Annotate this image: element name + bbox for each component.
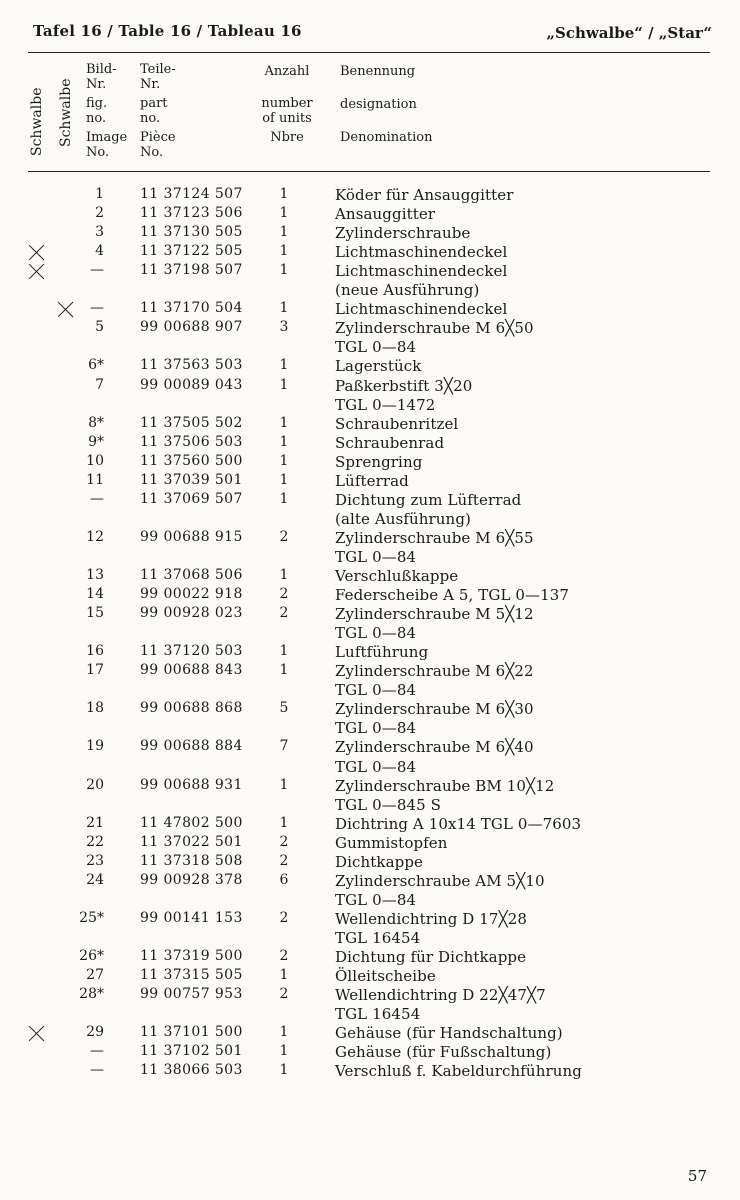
part-line: part xyxy=(140,96,168,111)
part-number: 99 00688 868 xyxy=(140,700,243,717)
designation: Schraubenrad xyxy=(335,433,445,452)
designation: TGL 0—84 xyxy=(335,890,417,909)
designation: (neue Ausführung) xyxy=(335,281,480,300)
name-line: designation xyxy=(340,97,417,112)
part-number: 99 00022 918 xyxy=(140,586,243,603)
part-line: Pièce xyxy=(140,130,176,145)
designation: Zylinderschraube M 6╳55 xyxy=(335,528,534,547)
quantity: 1 xyxy=(279,414,289,431)
applicability-cross-icon xyxy=(29,263,45,279)
part-number: 11 37319 500 xyxy=(140,948,243,964)
table-row xyxy=(0,700,740,719)
quantity: 1 xyxy=(279,300,289,317)
header-title: Tafel 16 / Table 16 / Tableau 16 xyxy=(33,22,302,40)
figure-number: 16 xyxy=(86,643,104,660)
table-row xyxy=(0,243,740,262)
quantity: 7 xyxy=(279,738,289,755)
figure-number: 29 xyxy=(86,1024,104,1041)
table-row xyxy=(0,796,740,815)
figure-number: 7 xyxy=(95,376,104,393)
name-line: Denomination xyxy=(340,130,433,145)
part-number: 99 00688 907 xyxy=(140,319,243,336)
designation: TGL 0—84 xyxy=(335,719,417,738)
figure-number: 10 xyxy=(86,452,104,469)
part-number: 99 00928 378 xyxy=(140,871,243,888)
designation: Köder für Ansauggitter xyxy=(335,186,514,204)
figure-number: 21 xyxy=(86,814,104,831)
designation: Ölleitscheibe xyxy=(335,967,436,986)
figure-number: 22 xyxy=(86,833,104,850)
table-row xyxy=(0,205,740,224)
quantity: 6 xyxy=(279,871,289,888)
designation: Zylinderschraube M 6╳50 xyxy=(335,319,534,338)
quantity: 1 xyxy=(279,1062,289,1079)
column-header-designation xyxy=(340,64,433,145)
part-number: 11 37315 505 xyxy=(140,967,243,984)
table-row xyxy=(0,758,740,777)
table-row xyxy=(0,643,740,662)
part-line: no. xyxy=(140,111,161,126)
quantity: 1 xyxy=(279,471,289,488)
table-row xyxy=(0,281,740,300)
figure-number: 11 xyxy=(86,471,104,488)
quantity: 1 xyxy=(279,376,289,393)
table-row xyxy=(0,815,740,834)
table-row xyxy=(0,891,740,910)
part-number: 11 37505 502 xyxy=(140,414,243,431)
part-number: 99 00688 843 xyxy=(140,662,243,679)
fig-line: Nr. xyxy=(86,77,107,92)
quantity: 1 xyxy=(279,567,289,583)
designation: TGL 0—84 xyxy=(335,624,417,643)
quantity: 2 xyxy=(279,605,289,622)
table-row xyxy=(0,586,740,605)
part-number: 11 37068 506 xyxy=(140,567,243,583)
designation: Gehäuse (für Fußschaltung) xyxy=(335,1043,552,1062)
table-row xyxy=(0,872,740,891)
figure-number: 18 xyxy=(86,700,104,717)
figure-number: — xyxy=(90,1062,104,1079)
designation: Lichtmaschinendeckel xyxy=(335,300,508,319)
designation: Verschluß f. Kabeldurchführung xyxy=(335,1062,582,1081)
table-row xyxy=(0,681,740,700)
designation: Zylinderschraube M 6╳30 xyxy=(335,700,534,719)
designation: TGL 0—1472 xyxy=(335,395,436,414)
table-row xyxy=(0,529,740,548)
quantity: 1 xyxy=(279,814,289,831)
designation: Luftführung xyxy=(335,643,429,662)
table-row xyxy=(0,777,740,796)
designation: TGL 16454 xyxy=(335,928,421,947)
quantity: 2 xyxy=(279,852,289,869)
part-number: 11 37039 501 xyxy=(140,471,243,488)
part-number: 11 38066 503 xyxy=(140,1062,243,1079)
figure-number: — xyxy=(90,300,104,317)
quantity: 2 xyxy=(279,909,289,926)
designation: TGL 0—84 xyxy=(335,547,417,566)
table-row xyxy=(0,662,740,681)
designation: Lichtmaschinendeckel xyxy=(335,262,508,281)
part-number: 11 37170 504 xyxy=(140,300,243,317)
quantity: 1 xyxy=(279,452,289,469)
part-number: 99 00928 023 xyxy=(140,605,243,622)
designation: Dichtkappe xyxy=(335,852,424,871)
table-row xyxy=(0,967,740,986)
table-row xyxy=(0,415,740,434)
figure-number: 20 xyxy=(86,776,104,793)
part-number: 11 37563 503 xyxy=(140,357,243,374)
figure-number: — xyxy=(90,262,104,279)
designation: Zylinderschraube M 5╳12 xyxy=(335,605,534,624)
quantity: 1 xyxy=(279,967,289,984)
designation: TGL 16454 xyxy=(335,1005,421,1024)
top-rule xyxy=(28,52,710,53)
designation: Zylinderschraube AM 5╳10 xyxy=(335,871,545,890)
figure-number: 26* xyxy=(79,948,104,964)
table-row xyxy=(0,1062,740,1081)
figure-number: 25* xyxy=(79,909,104,926)
figure-number: 12 xyxy=(86,528,104,545)
part-number: 11 37069 507 xyxy=(140,490,243,507)
quantity: 1 xyxy=(279,490,289,507)
part-number: 11 37102 501 xyxy=(140,1043,243,1060)
part-number: 11 37022 501 xyxy=(140,833,243,850)
part-number: 11 37122 505 xyxy=(140,243,243,260)
qty-line: Nbre xyxy=(270,130,304,145)
quantity: 1 xyxy=(279,1024,289,1041)
designation: TGL 0—84 xyxy=(335,681,417,700)
designation: Zylinderschraube xyxy=(335,224,471,243)
page-number: 57 xyxy=(687,1167,707,1185)
designation: (alte Ausführung) xyxy=(335,509,471,528)
table-row xyxy=(0,357,740,376)
figure-number: 4 xyxy=(95,243,104,260)
table-row xyxy=(0,453,740,472)
figure-number: 3 xyxy=(95,224,104,241)
part-number: 11 37318 508 xyxy=(140,852,243,869)
name-line: Benennung xyxy=(340,64,416,79)
table-row xyxy=(0,605,740,624)
figure-number: 27 xyxy=(86,967,104,984)
designation: Federscheibe A 5, TGL 0—137 xyxy=(335,586,570,605)
quantity: 1 xyxy=(279,224,289,241)
table-row xyxy=(0,948,740,967)
part-number: 99 00688 884 xyxy=(140,738,243,755)
designation: Sprengring xyxy=(335,452,423,471)
part-number: 11 37506 503 xyxy=(140,433,243,450)
part-number: 99 00757 953 xyxy=(140,986,243,1003)
table-row xyxy=(0,1043,740,1062)
fig-line: no. xyxy=(86,111,107,126)
qty-line: of units xyxy=(262,111,312,126)
fig-line: No. xyxy=(86,145,110,160)
figure-number: 28* xyxy=(79,986,104,1003)
column-header-fig xyxy=(86,62,127,160)
column-header-quantity xyxy=(257,64,317,145)
designation: TGL 0—845 S xyxy=(335,795,442,814)
fig-line: Image xyxy=(86,130,128,145)
designation: Gummistopfen xyxy=(335,833,448,852)
designation: Dichtung für Dichtkappe xyxy=(335,948,527,966)
figure-number: 24 xyxy=(86,871,104,888)
figure-number: 13 xyxy=(86,567,104,583)
figure-number: 15 xyxy=(86,605,104,622)
qty-line: number xyxy=(261,96,313,111)
figure-number: — xyxy=(90,1043,104,1060)
part-number: 99 00688 931 xyxy=(140,776,243,793)
table-row xyxy=(0,262,740,281)
quantity: 2 xyxy=(279,528,289,545)
fig-line: fig. xyxy=(86,96,108,111)
designation: Ansauggitter xyxy=(335,205,436,224)
figure-number: — xyxy=(90,490,104,507)
part-number: 99 00688 915 xyxy=(140,528,243,545)
figure-number: 8* xyxy=(88,414,104,431)
designation: Paßkerbstift 3╳20 xyxy=(335,376,473,395)
table-row xyxy=(0,1024,740,1043)
part-number: 11 37130 505 xyxy=(140,224,243,241)
part-line: Teile- xyxy=(140,62,176,77)
quantity: 1 xyxy=(279,662,289,679)
table-row xyxy=(0,719,740,738)
quantity: 2 xyxy=(279,833,289,850)
figure-number: 9* xyxy=(88,433,104,450)
quantity: 1 xyxy=(279,357,289,374)
applicability-cross-icon xyxy=(29,1025,45,1041)
figure-number: 14 xyxy=(86,586,104,603)
designation: Wellendichtring D 17╳28 xyxy=(335,909,527,928)
header-models: „Schwalbe“ / „Star“ xyxy=(546,24,712,42)
table-row xyxy=(0,434,740,453)
table-row xyxy=(0,567,740,586)
part-number: 11 37101 500 xyxy=(140,1024,243,1041)
table-row xyxy=(0,1005,740,1024)
quantity: 3 xyxy=(279,319,289,336)
table-row xyxy=(0,338,740,357)
designation: Schraubenritzel xyxy=(335,414,459,433)
column-header-part xyxy=(140,62,176,160)
designation: Zylinderschraube M 6╳22 xyxy=(335,662,534,681)
figure-number: 5 xyxy=(95,319,104,336)
designation: TGL 0—84 xyxy=(335,338,417,357)
fig-line: Bild- xyxy=(86,62,117,77)
quantity: 2 xyxy=(279,586,289,603)
designation: Lüfterrad xyxy=(335,471,409,490)
quantity: 1 xyxy=(279,205,289,222)
quantity: 1 xyxy=(279,262,289,279)
figure-number: 23 xyxy=(86,852,104,869)
part-number: 11 47802 500 xyxy=(140,814,243,831)
figure-number: 1 xyxy=(95,186,104,202)
table-row xyxy=(0,377,740,396)
figure-number: 17 xyxy=(86,662,104,679)
table-row xyxy=(0,186,740,205)
part-number: 99 00141 153 xyxy=(140,909,243,926)
part-number: 11 37123 506 xyxy=(140,205,243,222)
part-number: 11 37120 503 xyxy=(140,643,243,660)
quantity: 2 xyxy=(279,948,289,964)
table-row xyxy=(0,738,740,757)
quantity: 5 xyxy=(279,700,289,717)
table-row xyxy=(0,396,740,415)
part-line: No. xyxy=(140,145,164,160)
designation: Lagerstück xyxy=(335,357,422,376)
column-header-star: Schwalbe xyxy=(58,78,74,147)
designation: Wellendichtring D 22╳47╳7 xyxy=(335,986,546,1005)
table-row xyxy=(0,910,740,929)
part-number: 11 37560 500 xyxy=(140,452,243,469)
quantity: 1 xyxy=(279,776,289,793)
quantity: 1 xyxy=(279,186,289,202)
qty-line: Anzahl xyxy=(264,64,310,79)
designation: Lichtmaschinendeckel xyxy=(335,243,508,262)
table-row xyxy=(0,300,740,319)
figure-number: 2 xyxy=(95,205,104,222)
table-row xyxy=(0,834,740,853)
figure-number: 6* xyxy=(88,357,104,374)
designation: Verschlußkappe xyxy=(335,567,459,585)
table-row xyxy=(0,929,740,948)
table-row xyxy=(0,548,740,567)
designation: TGL 0—84 xyxy=(335,757,417,776)
table-row xyxy=(0,986,740,1005)
table-row xyxy=(0,472,740,491)
quantity: 1 xyxy=(279,243,289,260)
table-row xyxy=(0,224,740,243)
table-row xyxy=(0,853,740,872)
designation: Zylinderschraube M 6╳40 xyxy=(335,738,534,757)
part-number: 11 37124 507 xyxy=(140,186,243,202)
column-header-schwalbe: Schwalbe xyxy=(29,87,45,156)
designation: Dichtung zum Lüfterrad xyxy=(335,490,522,509)
designation: Gehäuse (für Handschaltung) xyxy=(335,1024,563,1043)
designation: Zylinderschraube BM 10╳12 xyxy=(335,776,555,795)
part-line: Nr. xyxy=(140,77,161,92)
part-number: 99 00089 043 xyxy=(140,376,243,393)
table-row xyxy=(0,510,740,529)
part-number: 11 37198 507 xyxy=(140,262,243,279)
quantity: 1 xyxy=(279,433,289,450)
table-row xyxy=(0,624,740,643)
table-row xyxy=(0,319,740,338)
header-bottom-rule xyxy=(28,171,710,172)
applicability-cross-icon xyxy=(29,244,45,260)
designation: Dichtring A 10x14 TGL 0—7603 xyxy=(335,814,582,833)
quantity: 1 xyxy=(279,643,289,660)
figure-number: 19 xyxy=(86,738,104,755)
quantity: 2 xyxy=(279,986,289,1003)
table-row xyxy=(0,491,740,510)
quantity: 1 xyxy=(279,1043,289,1060)
